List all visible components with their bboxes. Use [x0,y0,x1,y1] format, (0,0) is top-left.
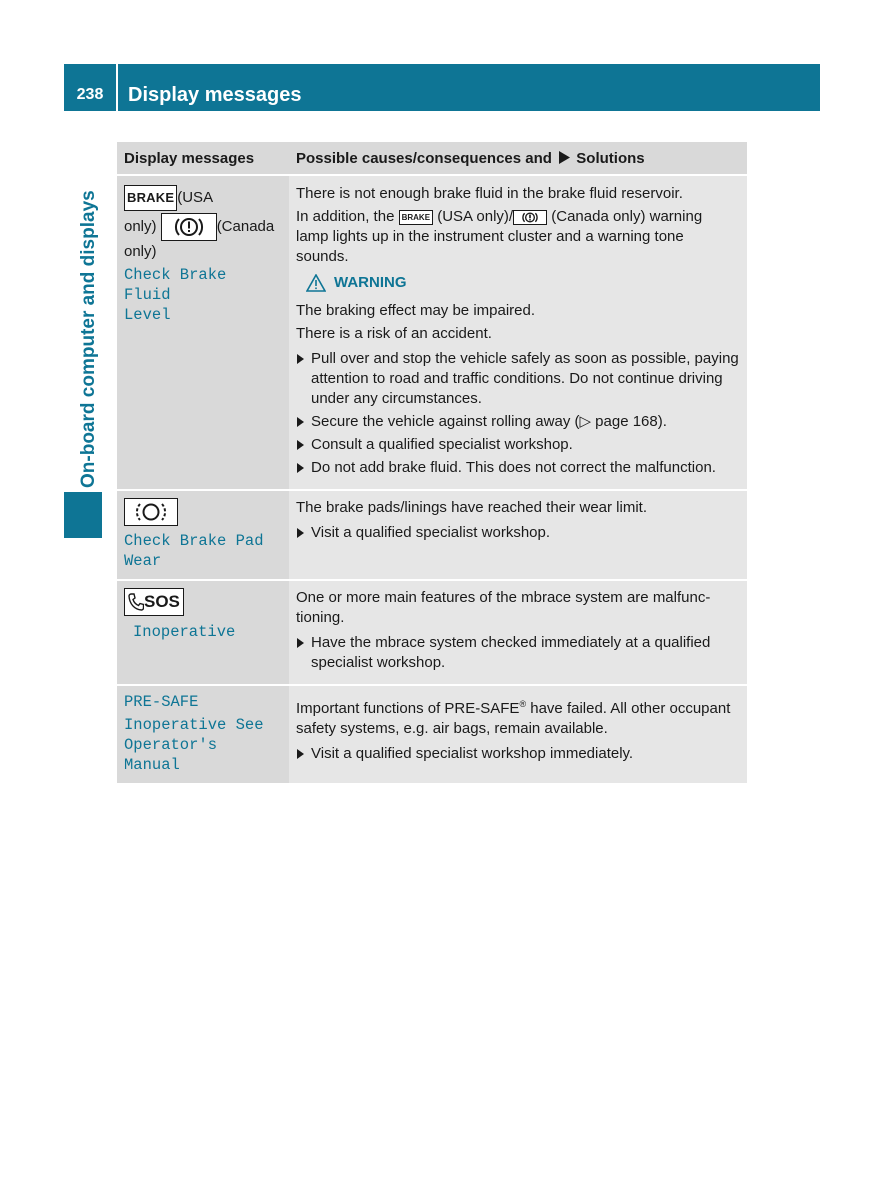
solution-step: Visit a qualified specialist workshop immediately. [296,744,740,764]
brake-circle-lamp-icon [161,213,217,241]
table-row [117,580,747,685]
cause-text [296,694,740,739]
canada-only-label: (Canada [216,218,275,235]
solution-steps [296,349,740,478]
message-text-line: Inoperative [133,623,236,641]
cause-solution-cell [289,580,747,685]
solution-step: Consult a qualified specialist workshop. [296,435,740,455]
message-cell [117,685,289,783]
cause-text: The brake pads/linings have reached their wear limit. [296,499,648,516]
cause-solution-cell [289,175,747,490]
sos-icon-text: SOS [144,592,180,611]
cause-text: One or more main features of the mbrace system are malfunc-tioning. [296,589,711,626]
solution-step: Do not add brake fluid. This does not correct the malfunction. [296,458,740,478]
cause-text [296,207,740,267]
cause-text-part: (USA only)/ [437,208,514,225]
cause-solution-cell [289,490,747,580]
message-text-line: Check Brake Fluid [124,266,227,304]
brake-warning-lamp-icon: BRAKE [124,185,177,211]
sos-call-icon [124,588,184,616]
solution-step: Have the mbrace system checked immediately at a qualified specialist workshop. [296,633,740,673]
warning-triangle-icon [306,274,326,292]
message-text-line: Check Brake Pad [124,532,264,550]
solution-steps [296,523,740,543]
usa-only-label: (USA [177,189,214,206]
header-divider [116,64,118,111]
message-text-line: Level [124,306,171,324]
message-cell [117,490,289,580]
table-row [117,490,747,580]
warning-label: WARNING [334,274,407,291]
table-row [117,175,747,490]
side-chapter-label: On-board computer and displays [78,190,99,488]
cause-text-part: sounds. [296,248,349,265]
solution-step: Secure the vehicle against rolling away (▷ page 168). [296,412,740,432]
message-text-line: Operator's Manual [124,736,218,774]
display-messages-table [117,142,747,783]
message-text-line: Inoperative See [124,716,264,734]
message-cell [117,580,289,685]
table-row [117,685,747,783]
col-header-display-messages: Display messages [117,142,289,175]
cause-text-part: have failed. All other occupant safety systems, e.g. air bags, remain available. [296,700,731,737]
canada-only-label-2: only) [124,243,157,260]
col-header-causes: Possible causes/consequences and [296,150,552,167]
table-header-row [117,142,747,175]
solution-step: Visit a qualified specialist workshop. [296,523,740,543]
side-chapter-tab [64,492,102,538]
message-text-line: Wear [124,552,162,570]
cause-text-part: In addition, the [296,208,395,225]
col-header-causes-solutions [289,142,747,175]
solution-step: Pull over and stop the vehicle safely as soon as possible, paying attention to road and traffic conditions. Do not continue driving under any circumstances. [296,349,740,409]
phone-icon [128,593,144,611]
cause-text: There is not enough brake fluid in the brake fluid reservoir. [296,185,683,202]
cause-text-part: lamp lights up in the instrument cluster and a warning tone [296,228,684,245]
col-header-solutions: Solutions [576,150,645,167]
cause-solution-cell [289,685,747,783]
message-cell [117,175,289,490]
warning-text: The braking effect may be impaired. [296,302,536,319]
section-title: Display messages [128,84,302,106]
page-number: 238 [76,86,104,103]
brake-pad-wear-icon [124,498,178,526]
solution-steps [296,744,740,764]
message-text-line: PRE-SAFE [124,693,199,711]
arrow-right-icon [558,151,570,164]
cause-text-part: (Canada only) warning [551,208,703,225]
cause-text-part: Important functions of PRE-SAFE [296,700,520,717]
warning-block [296,273,740,293]
usa-only-label-2: only) [124,218,157,235]
warning-text: There is a risk of an accident. [296,325,492,342]
brake-circle-lamp-small-icon [513,210,547,225]
page-header [64,64,820,111]
solution-steps [296,633,740,673]
registered-mark: ® [519,699,527,709]
brake-warning-lamp-small-icon: BRAKE [399,210,433,225]
